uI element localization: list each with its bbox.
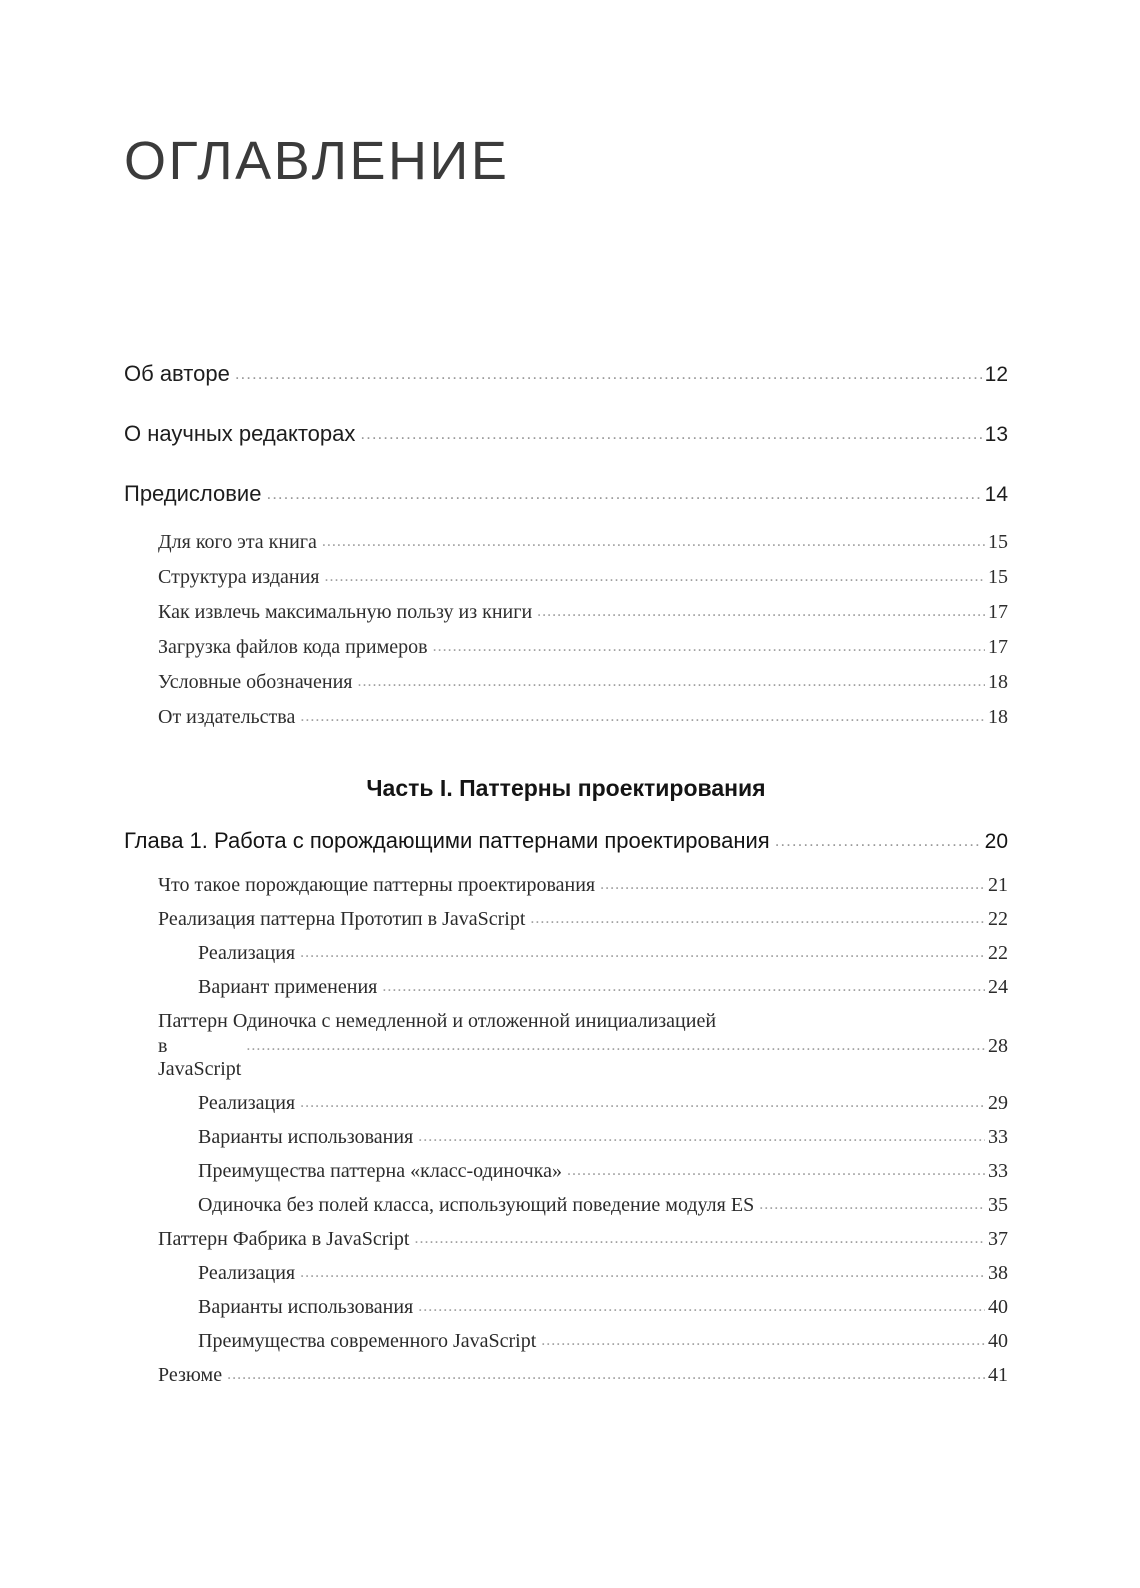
toc-entry-label: Глава 1. Работа с порождающими паттернами проектирования [124,828,770,854]
toc-entry-label: Загрузка файлов кода примеров [158,636,428,659]
toc-entry-label: Вариант применения [198,976,378,999]
toc-entry-label: Реализация паттерна Прототип в JavaScript [158,908,526,931]
leader-dots [530,910,985,928]
toc-entry-front[interactable] [124,421,1008,447]
toc-entry-label: Одиночка без полей класса, использующий поведение модуля ES [198,1194,755,1217]
toc-entry-label-line1: Паттерн Одиночка с немедленной и отложенной инициализацией [158,1010,717,1033]
toc-entry-page: 12 [984,363,1008,387]
toc-entry-subsection[interactable] [158,636,1008,659]
toc-entry-page: 28 [988,1035,1008,1058]
toc-entry-page: 38 [988,1262,1008,1285]
toc-entry-subsection[interactable] [198,1194,1008,1217]
leader-dots [300,1264,985,1282]
leader-dots [227,1366,985,1384]
toc-entry-subsection[interactable] [158,601,1008,624]
toc-entry-line2 [158,1035,1008,1081]
leader-dots [266,484,981,504]
toc-entry-subsection[interactable] [158,531,1008,554]
toc-entry-front[interactable] [124,361,1008,387]
leader-dots [300,1094,985,1112]
toc-entry-subsection[interactable] [198,976,1008,999]
leader-dots [600,876,985,894]
leader-dots [246,1037,985,1055]
toc-entry-subsection[interactable] [198,942,1008,965]
leader-dots [414,1230,985,1248]
toc-entry-label: Условные обозначения [158,671,353,694]
toc-entry-subsection[interactable] [198,1262,1008,1285]
toc-entry-page: 24 [988,976,1008,999]
leader-dots [418,1128,985,1146]
toc-entry-label: Паттерн Фабрика в JavaScript [158,1228,410,1251]
leader-dots [322,533,985,551]
leader-dots [433,638,985,656]
toc-entry-page: 29 [988,1092,1008,1115]
toc-entry-label-line2: в JavaScript [158,1035,242,1081]
toc-entry-subsection[interactable] [198,1296,1008,1319]
toc-entry-label: Что такое порождающие паттерны проектирования [158,874,596,897]
part-heading: Часть I. Паттерны проектирования [366,775,766,802]
toc-entry-page: 41 [988,1364,1008,1387]
toc-entry-page: 15 [988,566,1008,589]
toc-entry-label: Для кого эта книга [158,531,317,554]
toc-entry-label: Варианты использования [198,1126,414,1149]
leader-dots [300,944,985,962]
toc-entry-page: 17 [988,601,1008,624]
toc-entry-label: От издательства [158,706,296,729]
toc-entry-label: Преимущества паттерна «класс-одиночка» [198,1160,562,1183]
toc-entry-subsection[interactable] [198,1160,1008,1183]
toc-entry-page: 17 [988,636,1008,659]
toc-entry-section[interactable] [158,1228,1008,1251]
toc-entry-page: 40 [988,1330,1008,1353]
toc-entry-page: 35 [988,1194,1008,1217]
page-title: ОГЛАВЛЕНИЕ [124,131,510,191]
toc-entry-page: 33 [988,1160,1008,1183]
toc-entry-section[interactable] [158,1364,1008,1387]
toc-entry-page: 18 [988,671,1008,694]
toc-entry-page: 14 [984,483,1008,507]
toc-entry-label: Преимущества современного JavaScript [198,1330,537,1353]
toc-entry-list [124,361,1008,1387]
leader-dots [418,1298,985,1316]
leader-dots [325,568,985,586]
leader-dots [759,1196,985,1214]
leader-dots [537,603,985,621]
leader-dots [567,1162,985,1180]
toc-entry-subsection[interactable] [198,1092,1008,1115]
toc-entry-subsection[interactable] [158,566,1008,589]
toc-entry-label: Варианты использования [198,1296,414,1319]
toc-entry-label: Реализация [198,1092,296,1115]
toc-entry-label: Как извлечь максимальную пользу из книги [158,601,533,624]
leader-dots [300,708,985,726]
toc-entry-chapter[interactable] [124,828,1008,854]
toc-entry-page: 18 [988,706,1008,729]
toc-entry-page: 40 [988,1296,1008,1319]
toc-entry-page: 33 [988,1126,1008,1149]
toc-entry-label: Реализация [198,942,296,965]
toc-entry-subsection[interactable] [198,1330,1008,1353]
leader-dots [360,424,981,444]
toc-entry-section[interactable] [158,874,1008,897]
toc-entry-page: 22 [988,942,1008,965]
toc-entry-label: Структура издания [158,566,320,589]
leader-dots [357,673,985,691]
leader-dots [235,364,982,384]
toc-entry-page: 13 [984,423,1008,447]
leader-dots [382,978,985,996]
toc-entry-label: Реализация [198,1262,296,1285]
toc-entry-label: О научных редакторах [124,421,356,447]
toc-entry-page: 37 [988,1228,1008,1251]
toc-entry-subsection[interactable] [158,671,1008,694]
toc-entry-subsection[interactable] [158,706,1008,729]
leader-dots [541,1332,985,1350]
toc-entry-page: 21 [988,874,1008,897]
toc-content [124,0,1008,1398]
toc-entry-page: 15 [988,531,1008,554]
leader-dots [775,831,982,851]
toc-entry-page: 20 [984,830,1008,854]
toc-entry-section[interactable] [158,908,1008,931]
toc-entry-section-wrapped[interactable] [158,1010,1008,1081]
toc-entry-label: Предисловие [124,481,262,507]
toc-entry-front[interactable] [124,481,1008,507]
toc-entry-label: Об авторе [124,361,230,387]
toc-entry-subsection[interactable] [198,1126,1008,1149]
toc-entry-page: 22 [988,908,1008,931]
toc-entry-label: Резюме [158,1364,223,1387]
